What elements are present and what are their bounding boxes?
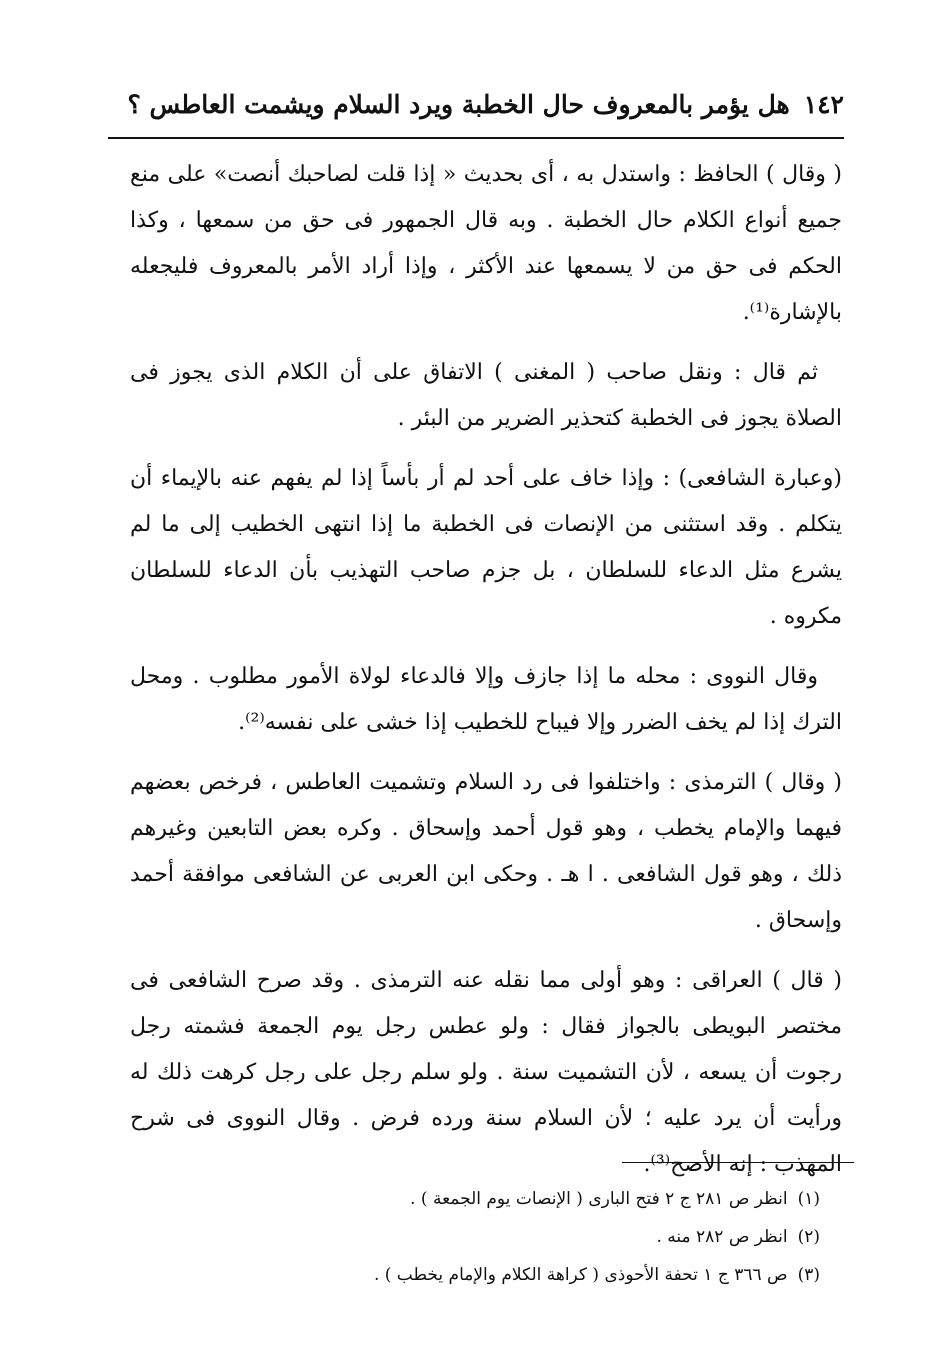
footnote [130, 1180, 820, 1218]
paragraph: ثم قال : ونقل صاحب ( المغنى ) الاتفاق على أن الكلام الذى يجوز فى الصلاة يجوز فى الخطبة كتحذير الضرير من البئر . [130, 360, 842, 431]
footnote-text: ص ٣٦٦ ج ١ تحفة الأحوذى ( كراهة الكلام والإمام يخطب ) . [373, 1265, 788, 1285]
running-title: هل يؤمر بالمعروف حال الخطبة ويرد السلام ويشمت العاطس ؟ [127, 89, 790, 119]
footnotes [130, 1180, 820, 1294]
paragraph: (وعبارة الشافعى) : وإذا خاف على أحد لم أر بأساً إذا لم يفهم عنه بالإيماء أن يتكلم . وقد استثنى من الإنصات فى الخطبة ما إذا انتهى الخطيب إلى ما لم يشرع مثل الدعاء للسلطان ، بل جزم صاحب التهذيب بأن الدعاء للسلطان مكروه . [130, 466, 842, 629]
footnote-rule [622, 1162, 854, 1163]
running-header [108, 82, 844, 126]
footnote [130, 1218, 820, 1256]
footnote-text: انظر ص ٢٨١ ج ٢ فتح البارى ( الإنصات يوم الجمعة ) . [410, 1189, 788, 1209]
footnote-number: (٣) [797, 1265, 820, 1285]
footnote [130, 1256, 820, 1294]
header-rule [108, 137, 844, 139]
footnote-number: (٢) [797, 1227, 820, 1247]
main-text [130, 152, 842, 1202]
footnote-text: انظر ص ٢٨٢ منه . [656, 1227, 788, 1247]
paragraph: وقال النووى : محله ما إذا جازف وإلا فالدعاء لولاة الأمور مطلوب . ومحل الترك إذا لم يخف الضرر وإلا فيباح للخطيب إذا خشى على نفسه⁽²⁾. [130, 664, 842, 735]
page-number: ١٤٢ [803, 89, 844, 119]
paragraph: ( وقال ) الحافظ : واستدل به ، أى بحديث « إذا قلت لصاحبك أنصت» على منع جميع أنواع الكلام حال الخطبة . وبه قال الجمهور فى حق من سمعها ، وكذا الحكم فى حق من لا يسمعها عند الأكثر ، وإذا أراد الأمر بالمعروف فليجعله بالإشارة⁽¹⁾. [130, 162, 842, 325]
paragraph: ( وقال ) الترمذى : واختلفوا فى رد السلام وتشميت العاطس ، فرخص بعضهم فيهما والإمام يخطب ، وهو قول أحمد وإسحاق . وكره بعض التابعين وغيرهم ذلك ، وهو قول الشافعى . ا هـ . وحكى ابن العربى عن الشافعى موافقة أحمد وإسحاق . [130, 770, 842, 933]
footnote-number: (١) [797, 1189, 820, 1209]
paragraph: ( قال ) العراقى : وهو أولى مما نقله عنه الترمذى . وقد صرح الشافعى فى مختصر البويطى بالجواز فقال : ولو عطس رجل يوم الجمعة فشمته رجل رجوت أن يسعه ، لأن التشميت سنة . ولو سلم رجل على رجل كرهت ذلك له ورأيت أن يرد عليه ؛ لأن السلام سنة ورده فرض . وقال النووى فى شرح المهذب : إنه الأصح⁽³⁾. [130, 968, 843, 1177]
